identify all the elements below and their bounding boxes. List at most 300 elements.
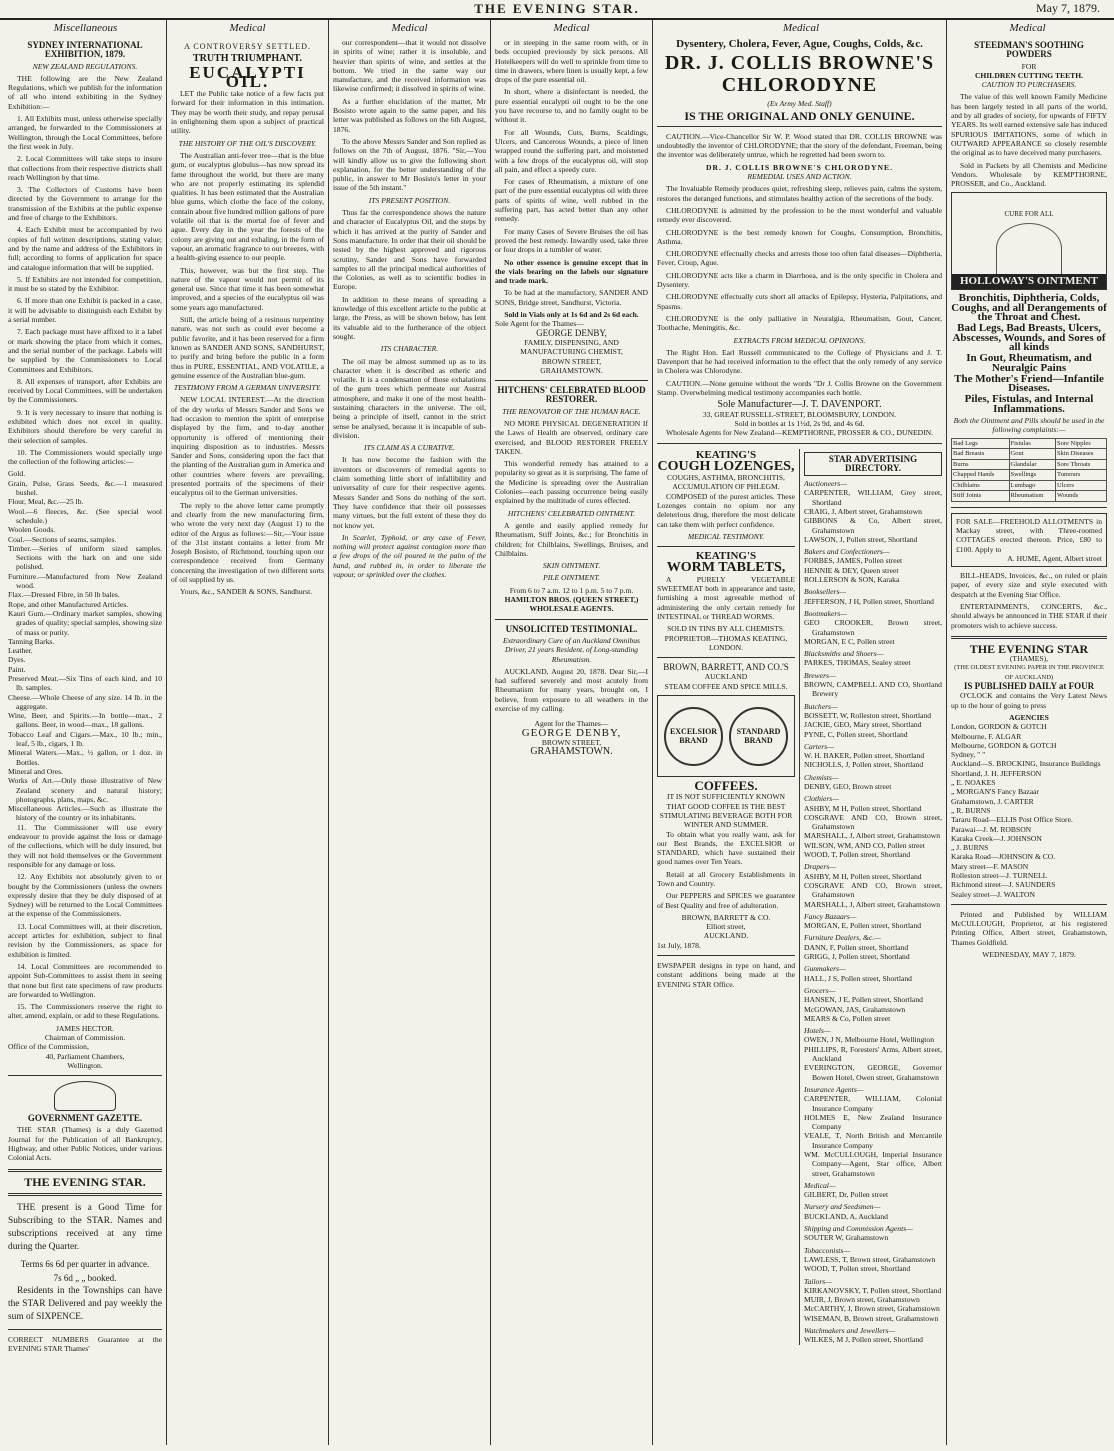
article-paragraph: In Scarlet, Typhoid, or any case of Fever, nothing will protect against contagion more than a few drops of the oil poured in the palm of the hand, and rubbed in, in order to liberate the vapour, or sprinkled over the clothes. <box>333 532 486 580</box>
article-paragraph: Still, the article being of a resinous turpentiny nature, was not such as could ever become a public favorite, and it has been reserved for a firm known as SANDER AND SONS, SANDHURST, to purify and bring before the public in a form thus in PURE, ESSENTIAL, AND VOLATILE, a genuine essence of the Australian blue-gum. <box>171 315 324 380</box>
denby-street: BROWN STREET, <box>541 356 602 366</box>
directory-list <box>804 479 942 1345</box>
directory-entry: WILSON, WM, AND CO, Pollen street <box>803 840 925 850</box>
grocers-text: Retail at all Grocery Establishments in Town and Country. <box>657 869 795 888</box>
article-item: Furniture.—Manufactured from New Zealand wood. <box>8 571 162 591</box>
article-item: Woolen Goods. <box>8 525 56 535</box>
directory-entry: CARPENTER, WILLIAM, Colonial Insurance Company <box>803 1094 942 1113</box>
divider <box>951 904 1107 905</box>
directory-category: Furniture Dealers, &c.— <box>803 933 881 943</box>
directory-entry: LAWLESS, T, Brown street, Grahamstown <box>803 1254 936 1264</box>
steedman-text-2: Sold in Packets by all Chemists and Medicine Vendors. Wholesale by KEMPTHORNE, PROSSER, and Co., Auckland. <box>951 160 1107 189</box>
directory-entry: GILBERT, Dr, Pollen street <box>803 1190 889 1200</box>
chlorodyne-title: DR. J. COLLIS BROWNE'S CHLORODYNE <box>664 52 935 97</box>
directory-entry: EVERINGTON, GEORGE, Governor Bowen Hotel, Owen street, Grahamstown <box>803 1063 942 1082</box>
column-head-5: Medical <box>782 22 820 34</box>
complaints-cell: Fistulas <box>1009 438 1056 449</box>
worm-text: A PURELY VEGETABLE SWEETMEAT both in appearance and taste, furnishing a most agreeable method of administering the only certain remedy for INTESTINAL or THREAD WORMS. <box>657 574 795 621</box>
complaints-row <box>952 480 1107 491</box>
remedial-text: The Invaluable Remedy produces quiet, refreshing sleep, relieves pain, calms the system, restores the deranged functions, and stimulates healthy action of the secretions of the body. <box>657 184 942 203</box>
directory-entry: ROLLERSON & SON, Karaka <box>803 575 900 585</box>
signature-line: Wellington. <box>67 1060 103 1070</box>
directory-category: Watchmakers and Jewellers— <box>803 1326 896 1336</box>
directory-category: Insurance Agents— <box>803 1084 864 1094</box>
coffee-brand-seals <box>657 695 795 777</box>
directory-entry: COSGRAVE AND CO, Brown street, Grahamstown <box>803 880 942 900</box>
divider <box>657 546 795 547</box>
unsolicited-heading: UNSOLICITED TESTIMONIAL. <box>505 623 638 634</box>
steam-mills: STEAM COFFEE AND SPICE MILLS. <box>664 681 788 691</box>
chlorodyne-item: CHLORODYNE effectually cuts short all attacks of Epilepsy, Hysteria, Palpitations, and Spasms. <box>657 292 942 311</box>
agency-entry: Mary street—F. MASON <box>951 861 1029 871</box>
coffees-text-2: To obtain what you really want, ask for our Best Brands, the EXCELSIOR or STANDARD, which have sustained their good names over Ten Years. <box>657 829 795 867</box>
directory-entry: MARSHALL, J, Albert street, Grahamstown <box>803 899 941 909</box>
rule-item: 9. It is very necessary to insure that nothing is exhibited which does not excel in quality. Exhibitors should therefore be very careful in their selection of samples. <box>8 407 162 445</box>
directory-entry: BOSSETT, W, Rolleston street, Shortland <box>803 710 932 720</box>
divider <box>8 1193 162 1196</box>
manufactory-notice: To be had at the manufactory, SANDER AND SONS, Bridge street, Sandhurst, Victoria. <box>495 288 648 307</box>
article-signoff: Yours, &c., SANDER & SONS, Sandhurst. <box>180 587 313 597</box>
article-item: Cheese.—Whole Cheese of any size. 14 lb. in the aggregate. <box>8 692 162 711</box>
column-head-3: Medical <box>391 22 428 34</box>
chlorodyne-item: CHLORODYNE is admitted by the profession to be the most wonderful and valuable remedy ever discovered. <box>657 205 942 225</box>
directory-category: Auctioneers— <box>803 479 848 489</box>
divider <box>8 1075 162 1076</box>
directory-entry: HOLMES E, New Zealand Insurance Company <box>803 1112 942 1132</box>
column-medical-4 <box>657 38 942 1443</box>
directory-category: Shipping and Commission Agents— <box>803 1224 913 1234</box>
agency-entry: Melbourne, GORDON & GOTCH <box>951 740 1057 750</box>
gout-heading: In Gout, Rheumatism, and Neuralgic Pains <box>966 352 1092 374</box>
coffees-text: IT IS NOT SUFFICIENTLY KNOWN THAT GOOD COFFEE IS THE BEST STIMULATING BEVERAGE BOTH FOR WINTER AND SUMMER. <box>659 792 793 830</box>
rule-item: 15. The Commissioners reserve the right to alter, amend, explain, or add to these Regulations. <box>8 1002 162 1021</box>
chlorodyne-item: CHLORODYNE is the best remedy known for Coughs, Consumption, Bronchitis, Asthma. <box>657 227 942 246</box>
star-terms: Terms 6s 6d per quarter in advance. <box>20 1258 150 1269</box>
article-paragraph: The Australian anti-fever tree—that is the blue gum, or eucalyptus globulus—has now spread its fame throughout the world, but there are many who are not properly estimating its splendid qualities. It has been estimated that the Australian blue gums, which clothe the face of the colony, contain about five hundred million gallons of pure volatile oil that is the mortal foe of fever and ague. Every day in the year the forests of the colony are giving out and exhaling, in the form of vapour, an aromatic fragrance to our breezes, with a health-giving essence to our people. <box>171 150 324 263</box>
complaints-cell: Lumbago <box>1009 480 1056 491</box>
ointment-heading: HITCHENS' CELEBRATED OINTMENT. <box>507 508 636 518</box>
directory-category: Blacksmiths and Shoers— <box>803 649 884 659</box>
directory-entry: COSGRAVE AND CO, Brown street, Grahamstown <box>803 812 942 832</box>
directory-entry: FORBES, JAMES, Pollen street <box>803 556 903 566</box>
directory-entry: WILKES, M J, Pollen street, Shortland <box>803 1335 923 1345</box>
denby-trade: FAMILY, DISPENSING, AND MANUFACTURING CHEMIST, <box>520 337 623 357</box>
auckland-label: AUCKLAND <box>704 672 748 682</box>
rule-item: 12. Any Exhibits not absolutely given to or bought by the Commissioners (unless the owners expressly desire that they be duly disposed of at Sydney) will be returned to the Local Committees at the expense of the Commissioners. <box>8 872 162 919</box>
star-delivery-text: Residents in the Townships can have the STAR Delivered and pay weekly the sum of SIXPENCE. <box>8 1285 162 1322</box>
chlorodyne-subtitle: (Ex Army Med. Staff) <box>767 99 832 109</box>
wholesale-agents: Wholesale Agents for New Zealand—KEMPTHORNE, PROSSER & CO., DUNEDIN. <box>665 428 934 438</box>
column-rule <box>166 20 167 1445</box>
complaints-cell: Sore Throats <box>1056 459 1107 470</box>
article-paragraph: our correspondent—that it would not dissolve in spirits of wine; rather it is insoluble, and heavier than spirits of wine, and settles at the bottom. We tried in the same way our manufacture, and the received information was likewise confirmed; it dissolved in spirits of wine. <box>333 38 486 94</box>
directory-category: Gunmakers— <box>803 964 846 974</box>
mother-heading: The Mother's Friend—Infantile Diseases. <box>954 372 1104 395</box>
directory-entry: MORGAN, E, Pollen street, Shortland <box>803 921 922 931</box>
directory-category: Clothiers— <box>803 794 840 804</box>
directory-entry: W. H. BAKER, Pollen street, Shortland <box>803 751 925 761</box>
article-paragraph: In short, where a disinfectant is needed, the pure essential eucalypti oil ought to be the one you have recourse to, and no family ought to be without it. <box>495 87 648 125</box>
gazette-text: THE STAR (Thames) is a duly Gazetted Journal for the Publication of all Bankruptcy, Highway, and other Public Notices, under various Colonial Acts. <box>8 1125 162 1163</box>
complaints-row <box>952 491 1107 502</box>
agency-entry: „ J. BURNS <box>951 843 989 853</box>
complaints-cell: Swellings <box>1009 470 1056 481</box>
divider <box>657 955 795 956</box>
agency-entry: Parawai—J. M. ROBSON <box>951 824 1032 834</box>
directory-entry: WOOD, T, Pollen street, Shortland <box>803 1264 911 1274</box>
directory-category: Booksellers— <box>803 587 847 597</box>
directory-entry: HENNIE & DEY, Queen street <box>803 565 899 575</box>
divider <box>657 657 795 658</box>
bb-address: Elliott street, <box>706 922 746 932</box>
rule-item: 4. Each Exhibit must be accompanied by two copies of full written descriptions, stating value; and by the name and address of the Exhibitors in full; according to forms of application for space and catalogue information that will be supplied. <box>8 225 162 272</box>
directory-entry: KIRKANOVSKY, T, Pollen street, Shortland <box>803 1285 942 1295</box>
directory-entry: DENBY, GEO, Brown street <box>803 782 892 791</box>
column-head-1: Miscellaneous <box>53 22 118 34</box>
holloway-banner <box>951 192 1107 290</box>
hamilton-agents: HAMILTON BROS. (QUEEN STREET,) WHOLESALE AGENTS. <box>504 595 639 614</box>
article-item: Tanning Barks. <box>8 636 55 646</box>
directory-category: Bootmakers— <box>803 608 848 618</box>
column-rule <box>946 20 947 1445</box>
directory-category: Chemists— <box>803 772 839 782</box>
article-paragraph: It has now become the fashion with the inventors or discoverers of remedial agents to claim something little short of infallibility and universality of cure for their respective agents. Messrs Sander and Sons do nothing of the sort. They have confidence that their oil possesses many virtues, but the full extent of these they do not know yet. <box>333 455 486 530</box>
divider <box>951 507 1107 508</box>
worm-sold: SOLD IN TINS BY ALL CHEMISTS. <box>667 624 785 634</box>
agency-entry: Auckland—S. BROCKING, Insurance Buildings <box>951 759 1101 769</box>
divider <box>495 380 648 381</box>
chlorodyne-line: DR. J. COLLIS BROWNE'S CHLORODYNE. <box>706 162 893 172</box>
article-paragraph: Thus far the correspondence shows the nature and character of Eucalyptus Oil, and the steps by which it has arrived at the purity of Sander and Sons manufacture. In order that their oil should be tested by the highest approved and rigorous scrutiny, Sander and Sons have forwarded samples to all the principal medical authorities of the Colonies, as well as to scientific bodies in Europe. <box>333 208 486 292</box>
rule-item: 10. The Commissioners would specially urge the collection of the following articles:— <box>8 447 162 467</box>
chlorodyne-item: CHLORODYNE effectually checks and arrests those too often fatal diseases—Diphtheria, Fever, Croup, Ague. <box>657 249 942 268</box>
steedman-for: FOR <box>1021 61 1037 71</box>
worm-title: WORM TABLETS, <box>666 560 786 576</box>
complaints-cell: Tumours <box>1056 470 1107 481</box>
star-oldest: (THE OLDEST EVENING PAPER IN THE PROVINCE OF AUCKLAND) <box>954 664 1104 681</box>
directory-category: Drapers— <box>803 862 837 872</box>
excelsior-seal-icon: EXCELSIOR BRAND <box>664 707 723 766</box>
eucalypti-heading: EUCALYPTI OIL. <box>189 62 306 91</box>
divider <box>657 443 942 444</box>
correct-numbers-notice: CORRECT NUMBERS Guarantee at the EVENING STAR Thames' <box>8 1334 162 1354</box>
peppers-text: Our PEPPERS and SPICES we guarantee of Best Quality and free of adulteration. <box>657 891 795 910</box>
agency-entry: Sydney, " " <box>951 750 986 760</box>
bb-date: 1st July, 1878. <box>657 940 701 950</box>
article-paragraph: The oil may be almost summed up as to its character when it is described as etheric and volatile. It is a condensation of those exhalations of the gum trees which permeate our Austral atmosphere, and make it one of the most health-sustaining characters in the universe. The oil, being a principle of itself, cannot in the strict sense be analysed, because it is incapable of sub-division. <box>333 356 486 440</box>
article-item: Mineral Waters.—Max., ½ gallon, or 1 doz. in Bottles. <box>8 748 162 767</box>
article-item: Flax.—Dressed Fibre, in 50 lb bales. <box>8 590 120 600</box>
directory-entry: GEO CROOKER, Brown street, Grahamstown <box>803 618 942 637</box>
sunburst-icon <box>996 223 1062 274</box>
directory-heading: STAR ADVERTISING DIRECTORY. <box>804 452 942 477</box>
article-paragraph: As a further elucidation of the matter, Mr Bosisto wrote again to the same paper, and his letter was published as follows on the 6th August, 1876. <box>333 96 486 134</box>
column-rule <box>328 20 329 1445</box>
star-thames: (THAMES), <box>1009 654 1049 664</box>
article-item: Mineral and Ores. <box>8 766 64 776</box>
claim-heading: ITS CLAIM AS A CURATIVE. <box>363 443 456 453</box>
ointment-text: A gentle and easily applied remedy for Rheumatism, Stiff Joints, &c.; for Bronchitis in children; for Chilblains, Swellings, Bruises, and Chilblains. <box>495 520 648 558</box>
coffees-heading: COFFEES. <box>694 778 758 794</box>
directory-entry: PYNE, C, Pollen street, Shortland <box>803 729 908 739</box>
denby-footer-town: GRAHAMSTOWN. <box>530 746 613 758</box>
keating-label: KEATING'S <box>695 448 757 461</box>
bb-address-2: AUCKLAND. <box>703 931 749 941</box>
unsolicited-paragraph: AUCKLAND, August 20, 1878. Dear Sir,—I had suffered severely and most acutely from Rheumatism for many years, brought on, I believe, from exposure to all weathers in the exercise of my calling. <box>495 666 648 713</box>
exhibition-intro: THE following are the New Zealand Regulations, which we publish for the information of all who intend exhibiting in the Sydney Exhibition:— <box>8 73 162 111</box>
agency-entry: Grahamstown, J. CARTER <box>951 796 1034 806</box>
article-item: Wine, Beer, and Spirits.—In bottle—max., 2 gallons. Beer, in wood—max., 18 gallons. <box>8 711 162 730</box>
complaints-table <box>951 438 1107 502</box>
complaints-cell: Chapped Hands <box>952 470 1010 481</box>
sole-price: Sold in bottles at 1s 1½d, 2s 9d, and 4s 6d. <box>734 418 865 428</box>
lower-ads-row <box>657 449 942 1345</box>
directory-entry: GIBBONS & Co, Albert street, Grahamstown <box>803 516 942 535</box>
agency-entry: „ E. NOAKES <box>951 778 996 788</box>
complaints-cell: Stiff Joints <box>952 491 1010 502</box>
star-subscribe-text: THE present is a Good Time for Subscribing to the STAR. Names and subscriptions received at any time during the Quarter. <box>8 1202 162 1252</box>
newspaper-designs: EWSPAPER designs in type on hand, and constant additions being made at the EVENING STAR Office. <box>657 961 795 989</box>
directory-entry: DANN, F, Pollen street, Shortland <box>803 942 909 952</box>
complaints-row <box>952 459 1107 470</box>
denby-footer-name: GEORGE DENBY, <box>521 726 622 739</box>
column-rule <box>652 20 653 1445</box>
directory-entry: GRIGG, J, Pollen street, Shortland <box>803 952 910 962</box>
signature-line: Chairman of Commission. <box>44 1032 126 1042</box>
advertising-directory <box>804 449 942 1345</box>
column-medical-2 <box>333 38 486 1443</box>
divider <box>8 1169 162 1172</box>
article-paragraph: For many Cases of Severe Bruises the oil has proved the best remedy. Inwardly used, take three or four drops in a tumbler of water. <box>495 226 648 255</box>
column-head-4: Medical <box>553 22 590 34</box>
rule-item: 13. Local Committees will, at their discretion, accept articles for exhibition, subject to final revision by the Commissioners, as space for exhibition is limited. <box>8 921 162 959</box>
directory-entry: NICHOLLS, J, Pollen street, Shortland <box>803 760 924 770</box>
directory-entry: WISEMAN, B, Brown street, Grahamstown <box>803 1313 939 1323</box>
brown-barrett-heading: BROWN, BARRETT, AND CO.'S <box>663 662 789 673</box>
complaints-cell: Bad Legs <box>952 438 1010 449</box>
directory-category: Tailors— <box>803 1276 832 1286</box>
article-paragraph: In addition to these means of spreading a knowledge of this excellent article to the public at large, the Press, as will be shown below, has lent its valuable aid to the furtherance of the object sought. <box>333 294 486 341</box>
directory-entry: McCARTHY, J, Brown street, Grahamstown <box>803 1304 940 1314</box>
agency-entry: London, GORDON & GOTCH <box>951 722 1047 732</box>
billheads-text: BILL-HEADS, Invoices, &c., on ruled or plain paper, of every size and style executed with despatch at the Evening Star Office. <box>951 571 1107 599</box>
history-heading: THE HISTORY OF THE OIL'S DISCOVERY. <box>178 138 317 148</box>
article-item: Paint. <box>8 664 26 674</box>
column-medical-5 <box>951 38 1107 1443</box>
signature-line: 40, Parliament Chambers, <box>45 1051 125 1061</box>
forsale-agent: A. HUME, Agent, Albert street <box>1007 553 1102 563</box>
divider <box>8 1329 162 1330</box>
directory-entry: PHILLIPS, R, Foresters' Arms, Albert street, Auckland <box>803 1044 942 1064</box>
article-paragraph: To the above Messrs Sander and Son replied as follows on the 7th of August, 1876. "Sir,—You will kindly allow us to give the following short explanation, for the better understanding of the public, in answer to Mr Bosisto's letter in your issue of the 5th instant." <box>333 136 486 193</box>
directory-category: Brewers— <box>803 670 836 680</box>
directory-entry: BROWN, CAMPBELL AND CO, Shortland Brewery <box>803 680 942 699</box>
directory-entry: PARKES, THOMAS, Sealey street <box>803 658 911 668</box>
extracts-text: The Right Hon. Earl Russell communicated to the College of Physicians and J. T. Davenport that he had received information to the effect that the only remedy of any service in Cholera was Chlorodyne. <box>657 347 942 376</box>
exhibition-heading: SYDNEY INTERNATIONAL EXHIBITION, 1879. <box>27 40 143 60</box>
agency-entry: „ R. BURNS <box>951 805 991 815</box>
rule-item: 7. Each package must have affixed to it a label or mark showing the place from which it comes, and the serial number of the package. Labels will be supplied by the Commissioners to Local Committees and Exhibitors. <box>8 327 162 374</box>
agency-entry: Sealey street—J. WALTON <box>951 889 1036 899</box>
agency-entry: Rolleston street—J. TURNELL <box>951 871 1048 880</box>
masthead <box>0 0 1114 20</box>
forsale-text: FOR SALE—FREEHOLD ALLOTMENTS in Mackay street, with Three-roomed COTTAGES erected thereon. Price, £80 to £100. Apply to <box>956 516 1102 554</box>
keating-ads <box>657 449 795 1345</box>
article-item: Rope, and other Manufactured Articles. <box>8 599 129 609</box>
column-head-6: Medical <box>1009 22 1046 34</box>
cure-for-all: CURE FOR ALL <box>1004 209 1054 218</box>
divider <box>951 636 1107 639</box>
denby-footer-street: BROWN STREET, <box>541 737 602 747</box>
article-item: Preserved Meat.—Six Tins of each kind, and 10 lb. samples. <box>8 674 162 693</box>
column-miscellaneous <box>8 38 162 1443</box>
exhibition-subheading: NEW ZEALAND REGULATIONS. <box>32 61 138 71</box>
article-item: Kauri Gum.—Ordinary market samples, showing grades of quality; special samples, showing size of mass or purity. <box>8 608 162 637</box>
directory-entry: CARPENTER, WILLIAM, Grey street, Shortland <box>803 488 942 507</box>
directory-category: Bakers and Confectioners— <box>803 547 890 557</box>
star-oclock: O'CLOCK and contains the Very Latest News up to the hour of going to press <box>951 691 1107 710</box>
agency-entry: Richmond street—J. SAUNDERS <box>951 880 1056 890</box>
article-paragraph: This, however, was but the first step. The nature of the vapour would not permit of its general use. Since that time it has been somewhat improved, and a species of the eucalyptus oil was some years ago manufactured. <box>171 265 324 312</box>
column-medical-1 <box>171 38 324 1443</box>
unsolicited-subheading: Extraordinary Cure of an Auckland Omnibus Driver, 21 years Resident, of Long-standing Rheumatism. <box>502 635 641 664</box>
agent-label: Agent for the Thames— <box>534 719 609 729</box>
agencies-list <box>951 722 1107 899</box>
directory-entry: HALL, J S, Pollen street, Shortland <box>803 973 912 983</box>
complaints-cell: Sore Nipples <box>1056 438 1107 449</box>
piles-heading: Piles, Fistulas, and Internal Inflammations. <box>964 393 1094 415</box>
directory-category: Hotels— <box>803 1026 831 1036</box>
rule-item: 11. The Commissioner will use every endeavour to provide against the loss or damage of the collections, which will be duly insured, but they will not hold themselves or the Government responsible for any damage or loss. <box>8 822 162 869</box>
signature: JAMES HECTOR. <box>55 1023 115 1033</box>
printer-notice: Printed and Published by WILLIAM McCULLOUGH, Proprietor, at his registered Printing Office, Albert street, Grahamstown, Thames Goldfield. <box>951 909 1107 947</box>
directory-entry: MARSHALL, J, Albert street, Grahamstown <box>803 831 941 841</box>
bronchitis-heading: Bronchitis, Diphtheria, Colds, Coughs, and all Derangements of the Throat and Chest. <box>951 292 1107 324</box>
directory-entry: JEFFERSON, J H, Pollen street, Shortland <box>803 596 934 606</box>
article-paragraph: For cases of Rheumatism, a mixture of one part of the pure essential eucalyptus oil with three parts of spirits of wine, well rubbed in the suffering part, has acted better than any other remedy. <box>495 177 648 224</box>
printer-date: WEDNESDAY, MAY 7, 1879. <box>982 950 1076 960</box>
pile-ointment-heading: PILE OINTMENT. <box>543 573 600 583</box>
directory-category: Butchers— <box>803 701 838 711</box>
cough-list: COUGHS, ASTHMA, BRONCHITIS, ACCUMULATION OF PHLEGM. <box>667 473 785 492</box>
article-item: Gold. <box>8 469 26 479</box>
agency-entry: „ MORGAN'S Fancy Bazaar <box>951 787 1040 797</box>
directory-entry: WOOD, T, Pollen street, Shortland <box>803 850 911 860</box>
directory-entry: VEALE, T, North British and Mercantile Insurance Company <box>803 1131 942 1150</box>
royal-crest-icon <box>54 1081 116 1111</box>
genuine-notice: No other essence is genuine except that in the vials bearing on the labels our signature and trade mark. <box>495 257 648 286</box>
article-item: Timber.—Series of uniform sized samples. Sections with the bark on and one side polished. <box>8 543 162 572</box>
truth-heading: TRUTH TRIUMPHANT. <box>192 53 303 65</box>
steedman-children: CHILDREN CUTTING TEETH. <box>974 70 1084 80</box>
divider <box>495 619 648 620</box>
standard-seal-icon: STANDARD BRAND <box>729 707 788 766</box>
article-paragraph: For all Wounds, Cuts, Burns, Scaldings, Ulcers, and Cancerous Wounds, a piece of linen wrapped round the suffering part, and moistened with a few drops of the eucalyptus oil, will stop all pain, and effect a speedy cure. <box>495 127 648 174</box>
remedial-heading: REMEDIAL USES AND ACTION. <box>747 172 852 182</box>
testimony-heading: TESTIMONY FROM A GERMAN UNIVERSITY. <box>173 383 322 393</box>
article-paragraph: or in steeping in the same room with, or in beds occupied previously by sick persons. All Hotelkeepers will do well to sprinkle from time to time in drawers, where linen is usually kept, a few drops of the pure essential oil. <box>495 38 648 85</box>
price-notice: Sold in Vials only at 1s 6d and 2s 6d each. <box>504 310 639 320</box>
entertain-text: ENTERTAINMENTS, CONCERTS, &c., should always be announced in THE STAR if their promoters wish to achieve success. <box>951 601 1107 630</box>
directory-entry: SOUTER W, Grahamstown <box>803 1233 889 1243</box>
divider <box>657 126 942 127</box>
caution-text: CAUTION.—Vice-Chancellor Sir W. P. Wood stated that DR. COLLIS BROWNE was undoubtedly the inventor of CHLORODYNE; that the story of the defendant, Freeman, being the inventor was deliberately untrue, which he regretted had been sworn to. <box>657 131 942 160</box>
complaints-cell: Gout <box>1009 449 1056 460</box>
rule-item: 6. If more than one Exhibit is packed in a case, it will be advisable to distinguish each Exhibit by a serial number. <box>8 296 162 325</box>
cough-text: COMPOSED of the purest articles. These Lozenges contain no opium nor any deleterious drug, therefore the most delicate can take them with perfect confidence. <box>657 491 795 529</box>
sole-agent-label: Sole Agent for the Thames— <box>495 319 584 329</box>
caution-text-2: CAUTION.—None genuine without the words "Dr J. Collis Browne on the Government Stamp. Overwhelming medical testimony accompanies each bottle. <box>657 378 942 398</box>
article-item: Dyes. <box>8 655 26 665</box>
worm-proprietor: PROPRIETOR—THOMAS KEATING, LONDON. <box>664 633 788 652</box>
article-paragraph: NEW LOCAL INTEREST.—At the direction of the dry works of Messrs Sander and Sons we had occasion to mention the spirit of enterprise displayed by the firm, and to-day another opportunity is offered of mentioning their inquiring disposition as to industries. Messrs Sander and Sons, considering upon the fact that the planting of the Australian gum in America and other countries where fevers are prevailing, presented portraits of the specimens of their eucalyptus oil to the German universities. <box>171 395 324 498</box>
complaints-cell: Burns <box>952 459 1010 470</box>
steedman-text: The value of this well known Family Medicine has been largely tested in all parts of the world, and by all grades of society, for upwards of FIFTY YEARS. Its well earned extensive sale has induced SPURIOUS IMITATIONS, some of which in OUTWARD APPEARANCE so closely resemble the original as to have deceived many purchasers. <box>951 92 1107 158</box>
hitchens-paragraph: NO MORE PHYSICAL DEGENERATION If the Laws of Health are observed, ordinary care exercised, and BLOOD RESTORER FREELY TAKEN. <box>495 418 648 456</box>
steedman-heading: STEEDMAN'S SOOTHING POWDERS <box>974 40 1084 60</box>
directory-category: Nursery and Seedsmen— <box>803 1202 881 1212</box>
both-text: Both the Ointment and Pills should be used in the following complaints:— <box>953 416 1105 435</box>
star-heading: THE EVENING STAR. <box>24 1174 146 1189</box>
controversy-heading: A CONTROVERSY SETTLED. <box>184 42 311 51</box>
star-terms-booked: 7s 6d „ „ booked. <box>53 1272 117 1283</box>
directory-entry: WM. McCULLOUGH, Imperial Insurance Company—Agent, Star office, Albert street, Grahamstown <box>803 1149 942 1178</box>
complaints-row <box>952 449 1107 460</box>
article-item: Grain, Pulse, Grass Seeds, &c.—1 measured bushel. <box>8 478 162 498</box>
sole-address: 33, GREAT RUSSELL-STREET, BLOOMSBURY, LONDON. <box>702 409 897 419</box>
chlorodyne-item: CHLORODYNE acts like a charm in Diarrhoea, and is the only specific in Cholera and Dysentery. <box>657 270 942 290</box>
directory-entry: LAWSON, J, Pollen street, Shortland <box>803 534 918 544</box>
directory-entry: ASHBY, M H, Pollen street, Shortland <box>803 871 922 881</box>
agency-entry: Melbourne, F. ALGAR <box>951 731 1022 741</box>
rule-item: 2. Local Committees will take steps to insure that collections from their respective districts shall reach Wellington by that time. <box>8 154 162 182</box>
article-paragraph: The reply to the above letter came promptly and clearly from the new manufacturing firm, who wrote the very next day (August 1) to the editor of the Argus as follows:—Sir,—Your issue of the 31st instant contains a letter from Mr Joseph Bosisto, of Richmond, touching upon our correspondence received from Germany concerning the investigation of two different sorts of oil supplied by us. <box>171 500 324 585</box>
rule-item: 8. All expenses of transport, after Exhibits are received by Local Committees, will be undertaken by the Commissioners. <box>8 376 162 405</box>
star-big-heading: THE EVENING STAR <box>969 641 1089 656</box>
gazette-heading: GOVERNMENT GAZETTE. <box>27 1113 143 1124</box>
signature-line: Office of the Commission, <box>8 1042 89 1052</box>
sole-manufacturer: Sole Manufacturer—J. T. DAVENPORT. <box>717 399 882 411</box>
character-heading: ITS CHARACTER. <box>380 344 439 354</box>
article-item: Coal.—Sections of seams, samples. <box>8 534 117 544</box>
present-position-heading: ITS PRESENT POSITION. <box>368 195 451 205</box>
badlegs-heading: Bad Legs, Bad Breasts, Ulcers, Abscesses, Wounds, and Sores of all kinds <box>952 322 1106 353</box>
agency-entry: Karaka Creek—J. JOHNSON <box>951 833 1042 843</box>
star-published: IS PUBLISHED DAILY at FOUR <box>963 681 1095 692</box>
article-item: Miscellaneous Articles.—Such as illustrate the history of the country or its inhabitants. <box>8 804 162 823</box>
directory-entry: BUCKLAND, A, Auckland <box>803 1211 888 1221</box>
medical-testimony-heading: MEDICAL TESTIMONY. <box>687 531 765 541</box>
directory-entry: MORGAN, E C, Pollen street <box>803 636 895 646</box>
article-paragraph: LET the Public take notice of a few facts put forward for their information in this intimation. They may be worth their study, and repay perusal in enlightening them upon a subject of practical utility. <box>171 89 324 136</box>
agency-entry: Karaka Road—JOHNSON & CO. <box>951 852 1056 862</box>
rule-item: 5. If Exhibits are not intended for competition, it must be so stated by the Exhibitor. <box>8 274 162 294</box>
rule-item: 1. All Exhibits must, unless otherwise specially arranged, be forwarded to the Commissioners at Wellington, through the Local Committees, before the first week in July. <box>8 114 162 151</box>
directory-entry: CRAIG, J, Albert street, Grahamstown <box>803 506 922 516</box>
directory-category: Carters— <box>803 741 834 751</box>
skin-ointment-heading: SKIN OINTMENT. <box>542 561 601 571</box>
directory-category: Tobacconists— <box>803 1245 851 1255</box>
complaints-cell: Bad Breasts <box>952 449 1010 460</box>
article-item: Wool.—6 fleeces, &c. (See special wool schedule.) <box>8 506 162 525</box>
directory-entry: MEARS & Co, Pollen street <box>803 1013 891 1023</box>
dysentery-heading: Dysentery, Cholera, Fever, Ague, Coughs, Colds, &c. <box>676 38 923 50</box>
hitchens-paragraph: This wonderful remedy has attained to a popularity so great as it is surprising. The fame of the Medicine is spreading over the Australian Colonies—each passing occurrence being easily explained by the multitude of cures effected. <box>495 459 648 506</box>
rule-item: 3. The Collectors of Customs have been directed by the Government to arrange for the transmission of the Exhibits at the public expense and free of charge to the Exhibitors. <box>8 185 162 223</box>
directory-entry: JACKIE, GEO, Mary street, Shortland <box>803 720 922 730</box>
column-head-2: Medical <box>229 22 266 34</box>
cough-title: COUGH LOZENGES, <box>657 458 795 474</box>
